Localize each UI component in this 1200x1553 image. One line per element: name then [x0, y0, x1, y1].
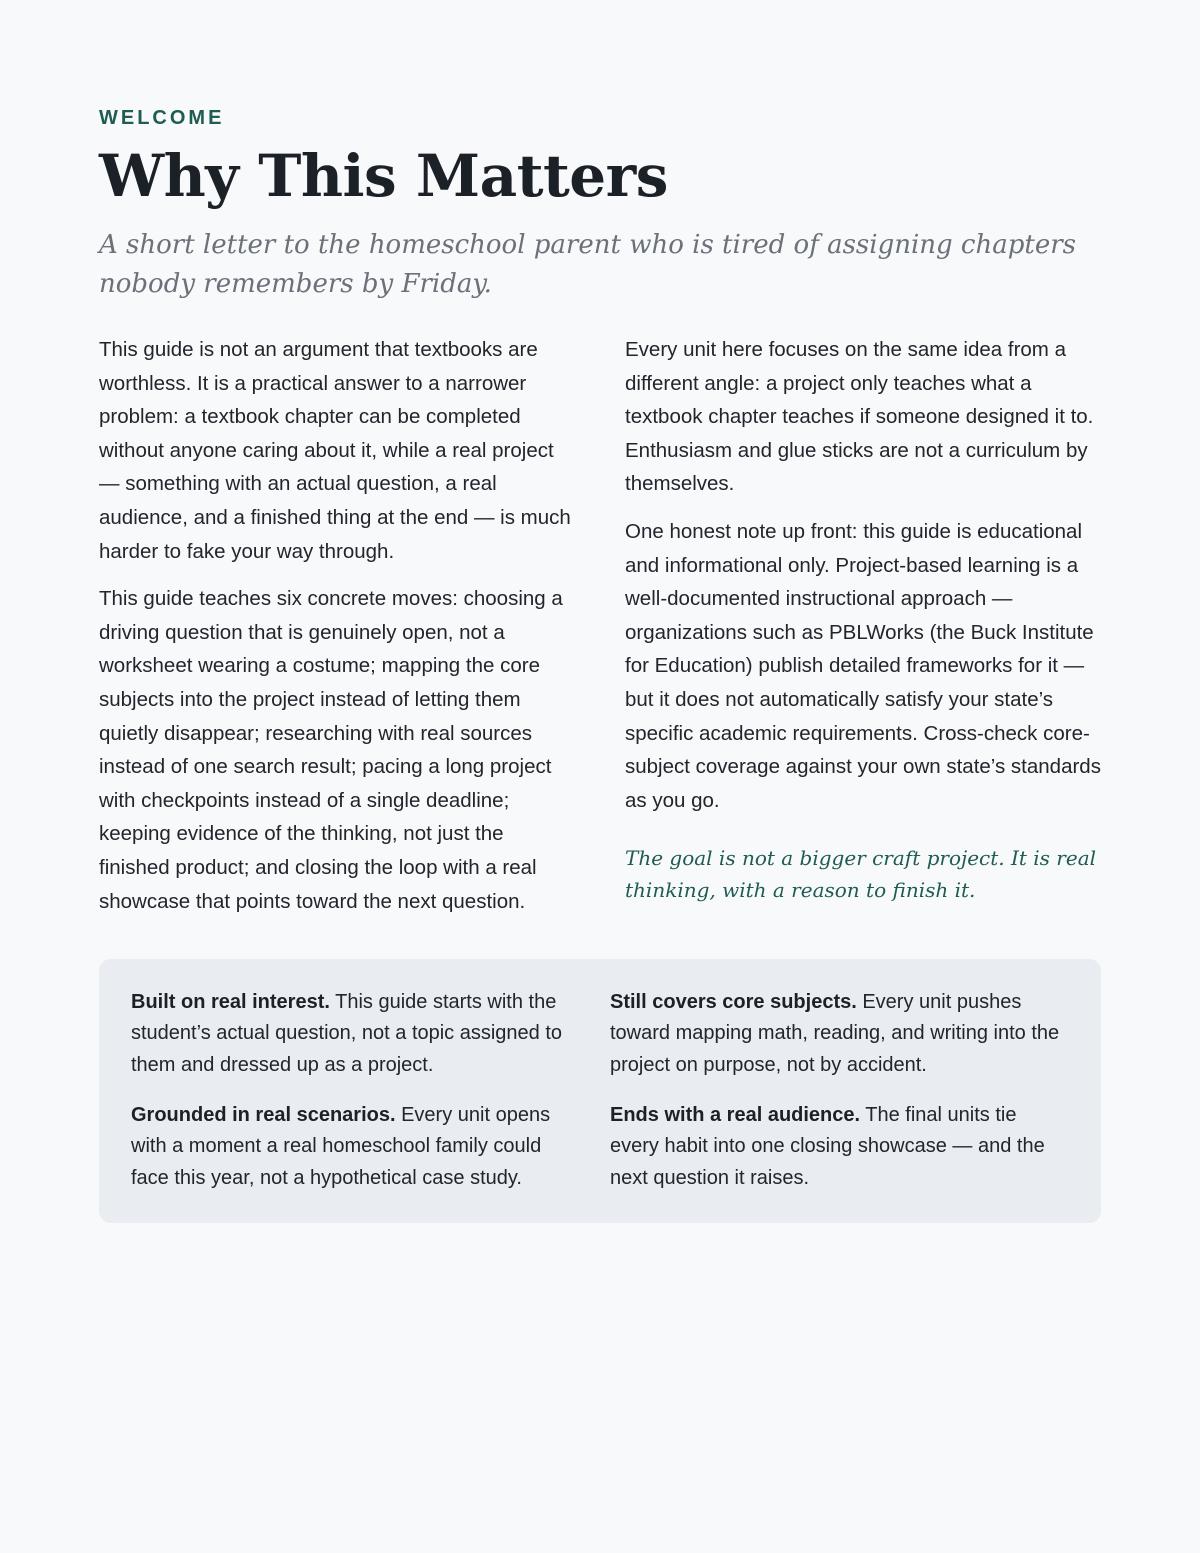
feature-item: [131, 1100, 581, 1194]
feature-lead: Grounded in real scenarios.: [131, 1104, 396, 1126]
page-title: Why This Matters: [99, 142, 668, 210]
section-eyebrow: WELCOME: [99, 107, 225, 129]
page-subtitle: A short letter to the homeschool parent who is tired of assigning chapters nobody remembers by Friday.: [99, 230, 1076, 299]
feature-text: Every unit opens with a moment a real homeschool family could face this year, not a hypothetical case study.: [131, 1104, 551, 1189]
feature-item: [131, 987, 581, 1081]
body-paragraph: Every unit here focuses on the same idea from a different angle: a project only teaches what a textbook chapter teaches if someone designed it to. Enthusiasm and glue sticks are not a curriculum by themselves.: [625, 338, 1094, 496]
feature-text: Every unit pushes toward mapping math, reading, and writing into the project on purpose, not by accident.: [610, 991, 1060, 1076]
feature-lead: Ends with a real audience.: [610, 1104, 861, 1126]
body-paragraph: This guide is not an argument that textbooks are worthless. It is a practical answer to a narrower problem: a textbook chapter can be completed without anyone caring about it, while a real project — something with an actual question, a real audience, and a finished thing at the end — is much harder to fake your way through.: [99, 338, 571, 563]
feature-text: The final units tie every habit into one closing showcase — and the next question it raises.: [610, 1104, 1045, 1189]
pull-quote: The goal is not a bigger craft project. It is real thinking, with a reason to finish it.: [625, 846, 1097, 902]
right-column: [625, 333, 1105, 906]
left-column: [99, 333, 579, 932]
body-paragraph: One honest note up front: this guide is educational and informational only. Project-based learning is a well-documented instructional approach — organizations such as PBLWorks (the Buck Institute for Education) publish detailed frameworks for it — but it does not automatically satisfy your state’s specific academic requirements. Cross-check core-subject coverage against your own state’s standards as you go.: [625, 519, 1101, 812]
body-paragraph: This guide teaches six concrete moves: choosing a driving question that is genuinely open, not a worksheet wearing a costume; mapping the core subjects into the project instead of letting them quietly disappear; researching with real sources instead of one search result; pacing a long project with checkpoints instead of a single deadline; keeping evidence of the thinking, not just the finished product; and closing the loop with a real showcase that points toward the next question.: [99, 587, 563, 913]
feature-item: [610, 987, 1060, 1081]
feature-text: This guide starts with the student’s actual question, not a topic assigned to them and dressed up as a project.: [131, 991, 563, 1076]
feature-lead: Built on real interest.: [131, 991, 330, 1013]
features-callout: [99, 959, 1101, 1223]
feature-lead: Still covers core subjects.: [610, 991, 857, 1013]
feature-item: [610, 1100, 1060, 1194]
